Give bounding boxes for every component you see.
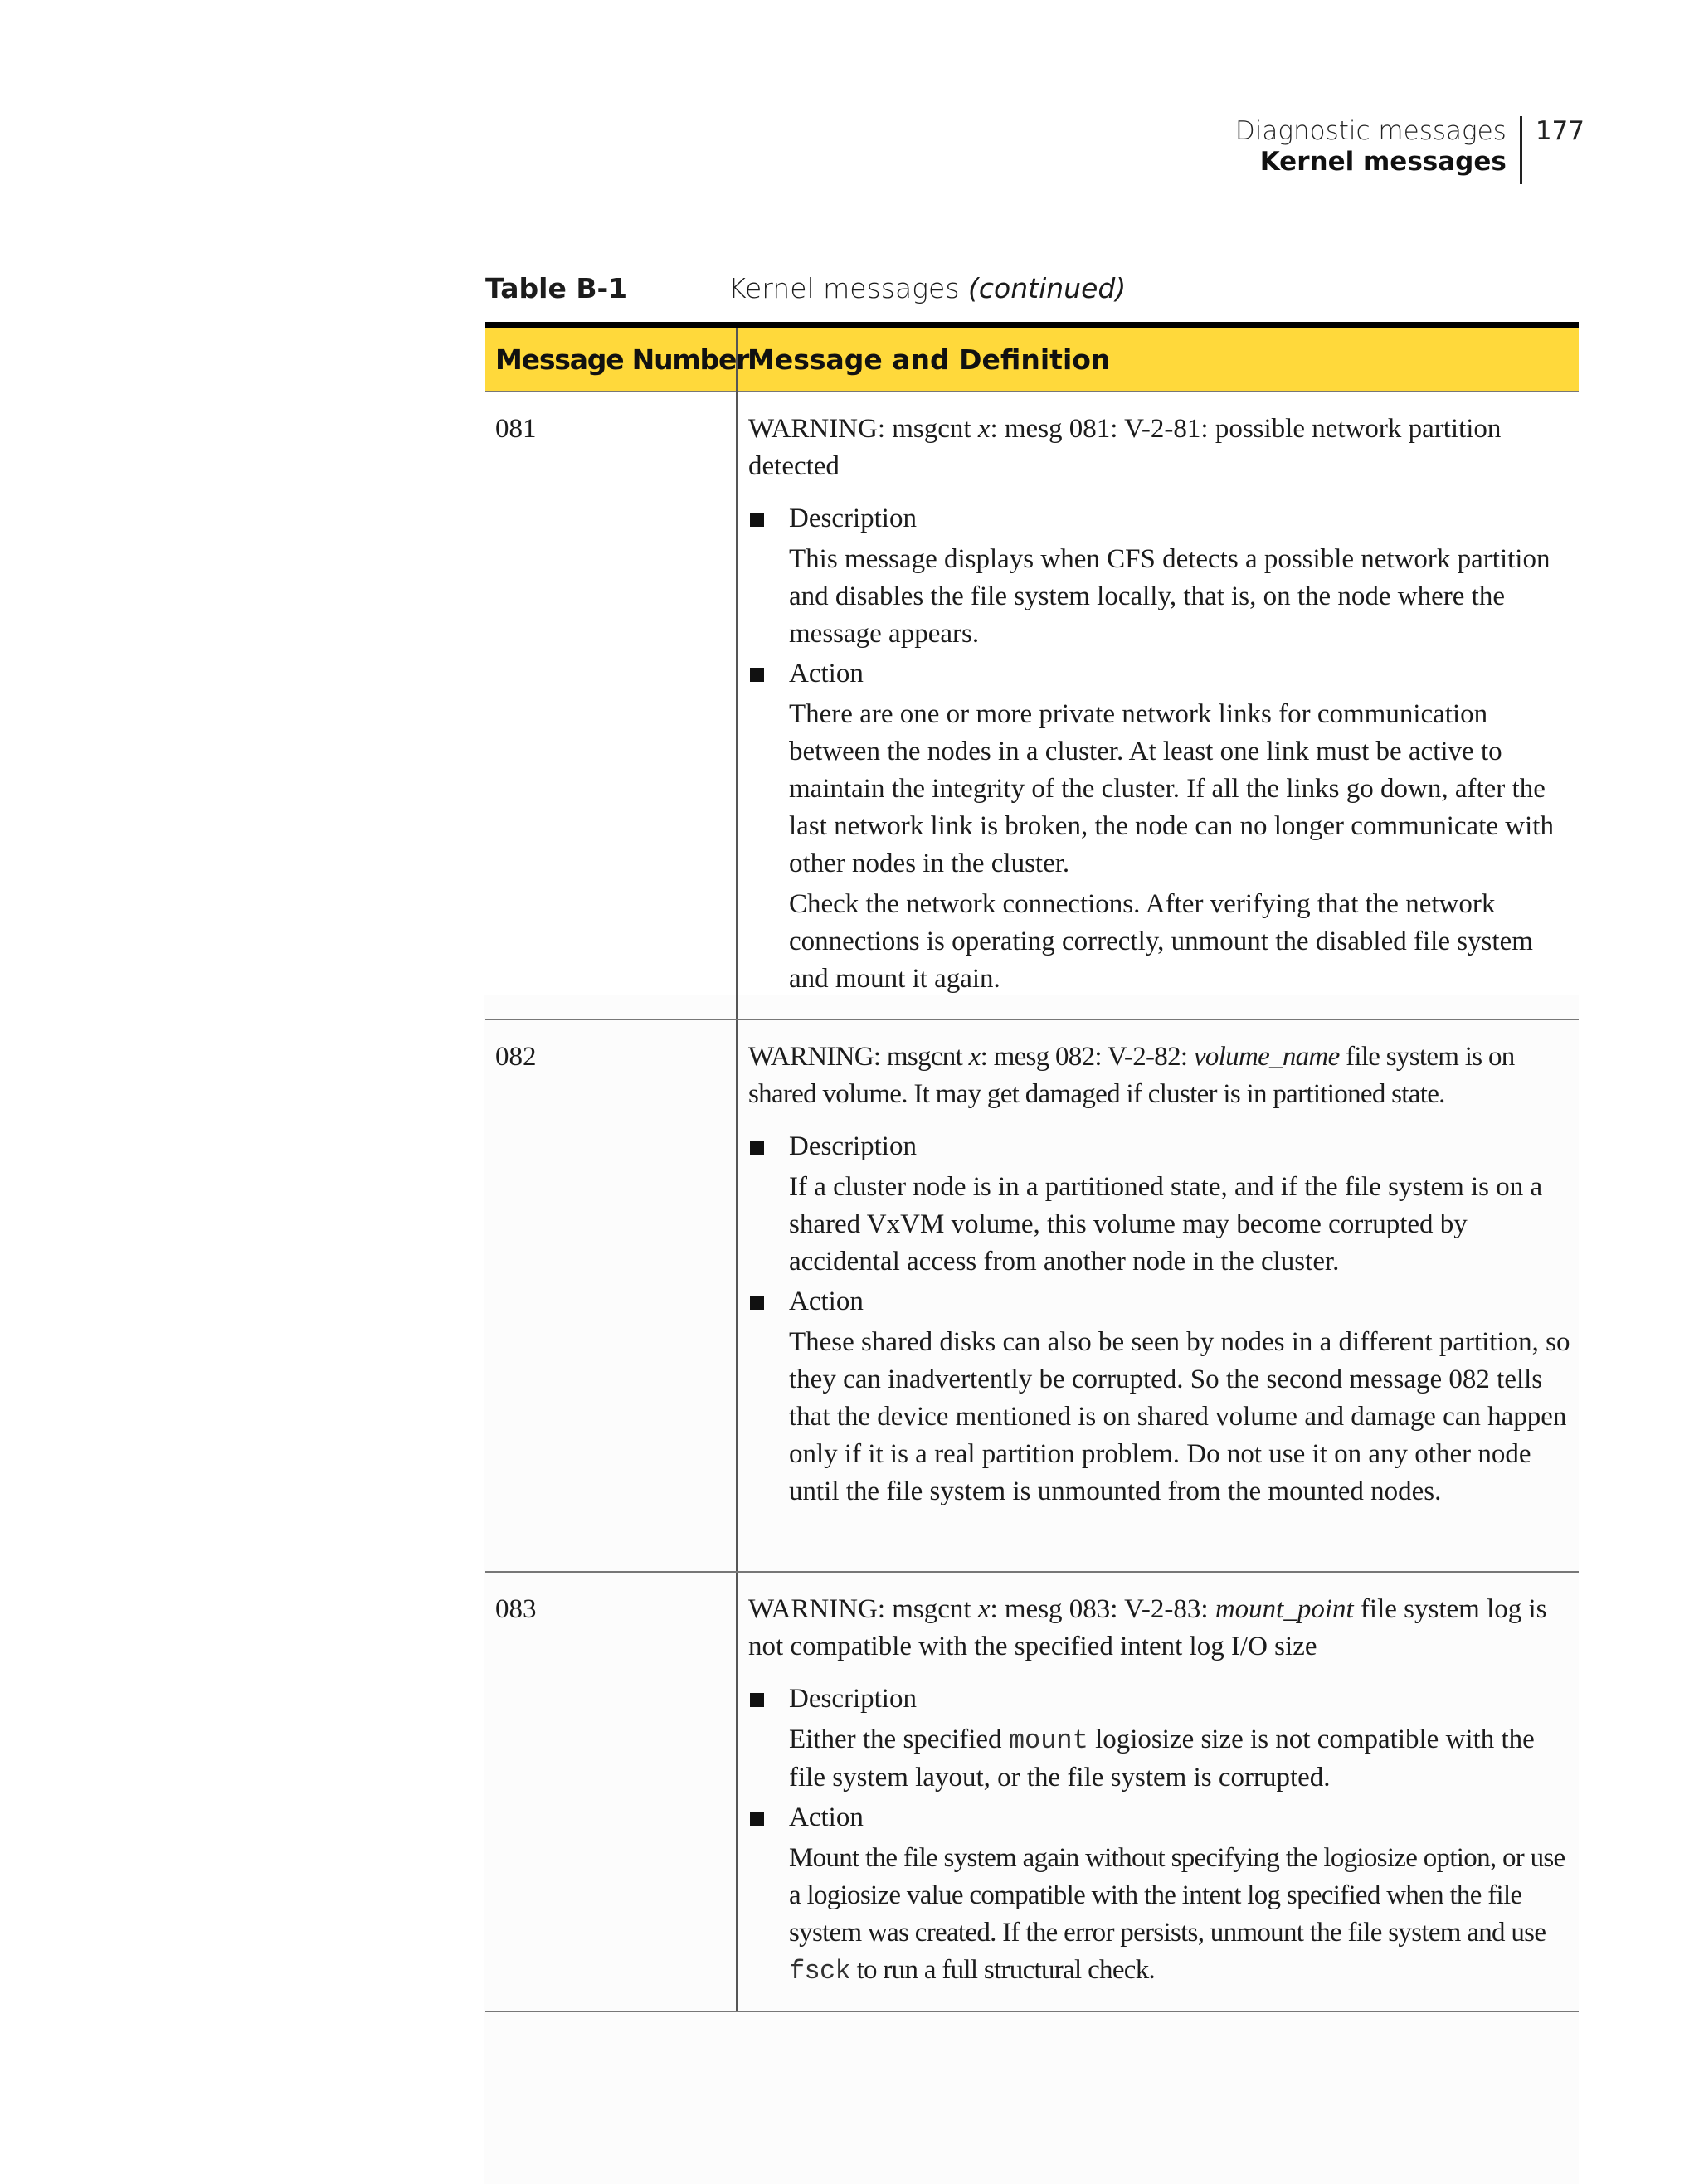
table-row	[485, 1019, 1579, 1572]
message-variable: x	[977, 414, 991, 444]
message-definition	[737, 392, 1579, 1019]
description-label: Description	[789, 1684, 917, 1714]
description-label: Description	[789, 1131, 917, 1161]
table-label: Table B-1	[485, 272, 628, 304]
header-titles	[1235, 116, 1522, 184]
message-text: : mesg 082: V-2-82:	[980, 1042, 1194, 1072]
message-definition	[737, 1019, 1579, 1572]
message-text: : mesg 081: V-2-81: possible network partition detected	[748, 414, 1502, 481]
message-variable: volume_name	[1193, 1042, 1340, 1072]
description-text	[789, 1721, 1570, 1797]
warning-message	[748, 1591, 1570, 1666]
description-text-part: Either the specified	[789, 1724, 1009, 1754]
action-text-part: Mount the file system again without specifying the logiosize option, or use a logiosize value compatible with the intent log specified when the file system was created. If the error persists, unmount the file system and use	[789, 1843, 1565, 1948]
square-bullet-icon	[750, 1693, 764, 1707]
action-text: Check the network connections. After verifying that the network connections is operating correctly, unmount the disabled file system and mount it again.	[789, 889, 1533, 994]
message-text: WARNING: msgcnt	[748, 1042, 969, 1072]
square-bullet-icon	[750, 1141, 764, 1155]
message-definition	[737, 1572, 1579, 2011]
section-title: Kernel messages	[1259, 147, 1507, 177]
table-title	[728, 271, 1126, 306]
warning-message	[748, 411, 1570, 485]
message-number: 082	[485, 1019, 737, 1572]
action-text-part: to run a full structural check.	[850, 1955, 1156, 1985]
column-header-message-definition: Message and Definition	[737, 325, 1579, 392]
message-number: 081	[485, 392, 737, 1019]
message-number: 083	[485, 1572, 737, 2011]
action-item	[748, 655, 1570, 998]
square-bullet-icon	[750, 513, 764, 527]
message-text: WARNING: msgcnt	[748, 414, 978, 444]
table-title-text: Kernel messages	[728, 272, 960, 304]
page-number: 177	[1535, 116, 1585, 146]
action-text	[789, 1840, 1570, 1990]
table-row	[485, 392, 1579, 1019]
kernel-messages-table	[485, 322, 1579, 2012]
action-item	[748, 1283, 1570, 1510]
action-text: These shared disks can also be seen by nodes in a different partition, so they can inadvertently be corrupted. So the second message 082 tells that the device mentioned is on shared volume and damage can happen only if it is a real partition problem. Do not use it on any other node until the file system is unmounted from the mounted nodes.	[789, 1327, 1570, 1506]
description-label: Description	[789, 503, 917, 533]
table-title-suffix: (continued)	[968, 272, 1127, 304]
definition-list	[748, 500, 1570, 998]
table-row	[485, 1572, 1579, 2011]
definition-list	[748, 1681, 1570, 1990]
command-code: fsck	[789, 1956, 851, 1987]
running-header	[1235, 116, 1585, 184]
action-label: Action	[789, 1287, 864, 1316]
square-bullet-icon	[750, 668, 764, 682]
table-header-row	[485, 325, 1579, 392]
command-code: mount	[1008, 1725, 1088, 1756]
chapter-title: Diagnostic messages	[1234, 116, 1507, 146]
message-text: WARNING: msgcnt	[748, 1594, 978, 1624]
square-bullet-icon	[750, 1296, 764, 1310]
description-text: If a cluster node is in a partitioned state, and if the file system is on a shared VxVM volume, this volume may become corrupted by accidental access from another node in the cluster.	[789, 1172, 1543, 1277]
definition-list	[748, 1128, 1570, 1510]
description-item	[748, 500, 1570, 653]
action-label: Action	[789, 659, 864, 688]
message-variable: x	[968, 1042, 981, 1072]
description-text-part: logiosize size is not compatible with the file system layout, or the file system is corrupted.	[789, 1724, 1535, 1792]
warning-message	[748, 1038, 1570, 1113]
message-text: file system log is not compatible with the specified intent log I/O size	[748, 1594, 1547, 1661]
action-label: Action	[789, 1802, 864, 1832]
square-bullet-icon	[750, 1812, 764, 1826]
action-item	[748, 1799, 1570, 1990]
description-text: This message displays when CFS detects a possible network partition and disables the file system locally, that is, on the node where the message appears.	[789, 544, 1551, 649]
message-text: file system is on shared volume. It may get damaged if cluster is in partitioned state.	[748, 1042, 1515, 1109]
message-variable: mount_point	[1215, 1594, 1354, 1624]
message-text: : mesg 083: V-2-83:	[990, 1594, 1215, 1624]
column-header-message-number: Message Number	[485, 325, 737, 392]
description-item	[748, 1128, 1570, 1281]
message-variable: x	[977, 1594, 991, 1624]
description-item	[748, 1681, 1570, 1797]
action-text: There are one or more private network links for communication between the nodes in a cluster. At least one link must be active to maintain the integrity of the cluster. If all the links go down, after the last network link is broken, the node can no longer communicate with other nodes in the cluster.	[789, 699, 1554, 878]
